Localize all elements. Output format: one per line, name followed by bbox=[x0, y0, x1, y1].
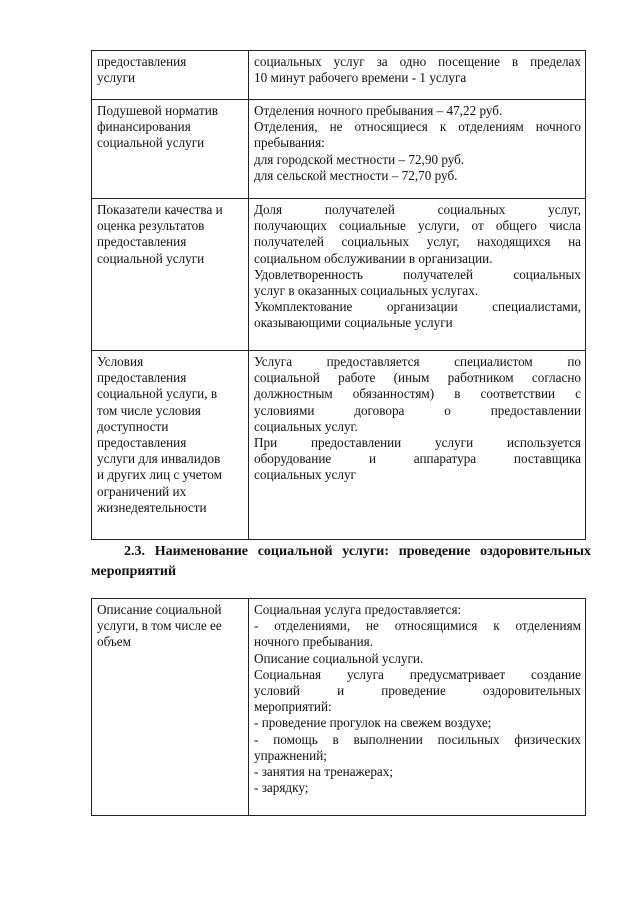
heading-line-1: 2.3. Наименование социальной услуги: проведение оздоровительных bbox=[124, 544, 591, 559]
cell-line: Социальная услуга предусматривает создание bbox=[254, 666, 581, 682]
cell-line: 10 минут рабочего времени - 1 услуга bbox=[254, 70, 467, 86]
cell-line: оказывающими социальные услуги bbox=[254, 315, 453, 331]
section-heading bbox=[91, 542, 591, 582]
cell-line: Услуга предоставляется специалистом по bbox=[254, 354, 581, 369]
cell-line: услуги, в том числе ее bbox=[97, 618, 222, 634]
cell-line: Отделения, не относящиеся к отделениям ночного bbox=[254, 119, 581, 135]
cell-line: социальных услуг за одно посещение в пределах bbox=[254, 54, 581, 69]
row-value-cell bbox=[249, 199, 586, 351]
cell-line: Показатели качества и bbox=[97, 202, 223, 217]
cell-line: социальной услуги bbox=[97, 250, 205, 266]
row-value-cell bbox=[249, 100, 586, 199]
cell-line: Удовлетворенность получателей социальных bbox=[254, 266, 581, 282]
services-table-top bbox=[91, 50, 586, 540]
cell-line: предоставления bbox=[97, 234, 187, 250]
cell-line: для городской местности – 72,90 руб. bbox=[254, 151, 465, 167]
cell-line: услуги для инвалидов bbox=[97, 451, 221, 467]
row-value-cell bbox=[249, 351, 586, 540]
cell-line: социальном обслуживании в организации. bbox=[254, 250, 493, 266]
cell-line: предоставления bbox=[97, 370, 187, 386]
services-table-bottom bbox=[91, 598, 586, 816]
table-row bbox=[92, 100, 586, 199]
cell-line: жизнедеятельности bbox=[97, 499, 207, 515]
row-label-cell bbox=[92, 51, 249, 100]
cell-line: и других лиц с учетом bbox=[97, 467, 222, 483]
cell-line: ночного пребывания. bbox=[254, 634, 374, 650]
cell-line: предоставления bbox=[97, 54, 187, 69]
table-row bbox=[92, 51, 586, 100]
row-label-cell bbox=[92, 100, 249, 199]
cell-line: условиями договора о предоставлении bbox=[254, 402, 581, 418]
cell-line: получателей социальных услуг, находящихся на bbox=[254, 234, 581, 250]
cell-line: Укомплектование организации специалистами, bbox=[254, 299, 581, 315]
cell-line: доступности bbox=[97, 418, 169, 434]
cell-line: Описание социальной bbox=[97, 602, 222, 617]
cell-line: объем bbox=[97, 634, 131, 650]
cell-line: Отделения ночного пребывания – 47,22 руб. bbox=[254, 103, 503, 118]
cell-line: При предоставлении услуги используется bbox=[254, 435, 581, 451]
cell-line: должностным обязанностям) в соответствии с bbox=[254, 386, 581, 402]
table-row bbox=[92, 199, 586, 351]
cell-line: финансирования bbox=[97, 119, 191, 135]
cell-line: пребывания: bbox=[254, 135, 325, 151]
cell-line: социальной работе (иным работником согласно bbox=[254, 370, 581, 386]
cell-line: социальных услуг bbox=[254, 467, 356, 483]
row-label-cell bbox=[92, 599, 249, 816]
cell-line: социальных услуг. bbox=[254, 418, 358, 434]
cell-line: условий и проведение оздоровительных bbox=[254, 683, 581, 699]
cell-line: оборудование и аппаратура поставщика bbox=[254, 451, 581, 467]
cell-line: ограничений их bbox=[97, 483, 187, 499]
cell-line: Подушевой норматив bbox=[97, 103, 218, 118]
cell-line: упражнений; bbox=[254, 747, 327, 763]
cell-line: услуг в оказанных социальных услугах. bbox=[254, 283, 479, 299]
heading-line-2: мероприятий bbox=[91, 564, 177, 579]
cell-line: для сельской местности – 72,70 руб. bbox=[254, 167, 458, 183]
cell-line: услуги bbox=[97, 70, 136, 86]
cell-line: - помощь в выполнении посильных физических bbox=[254, 731, 581, 747]
cell-line: Социальная услуга предоставляется: bbox=[254, 602, 462, 617]
cell-line: предоставления bbox=[97, 435, 187, 451]
cell-line: Описание социальной услуги. bbox=[254, 650, 424, 666]
cell-line: том числе условия bbox=[97, 402, 201, 418]
cell-line: Доля получателей социальных услуг, bbox=[254, 202, 581, 217]
cell-line: социальной услуги, в bbox=[97, 386, 218, 402]
row-value-cell bbox=[249, 599, 586, 816]
cell-line: - занятия на тренажерах; bbox=[254, 764, 394, 780]
row-label-cell bbox=[92, 199, 249, 351]
cell-line: социальной услуги bbox=[97, 135, 205, 151]
table-row bbox=[92, 599, 586, 816]
cell-line: Условия bbox=[97, 354, 144, 369]
row-value-cell bbox=[249, 51, 586, 100]
cell-line: мероприятий: bbox=[254, 699, 332, 715]
cell-line: оценка результатов bbox=[97, 218, 205, 234]
cell-line: получающих социальные услуги, от общего числа bbox=[254, 218, 581, 234]
row-label-cell bbox=[92, 351, 249, 540]
cell-line: - проведение прогулок на свежем воздухе; bbox=[254, 715, 492, 731]
cell-line: - отделениями, не относящимися к отделениям bbox=[254, 618, 581, 634]
cell-line: - зарядку; bbox=[254, 780, 309, 796]
table-row bbox=[92, 351, 586, 540]
